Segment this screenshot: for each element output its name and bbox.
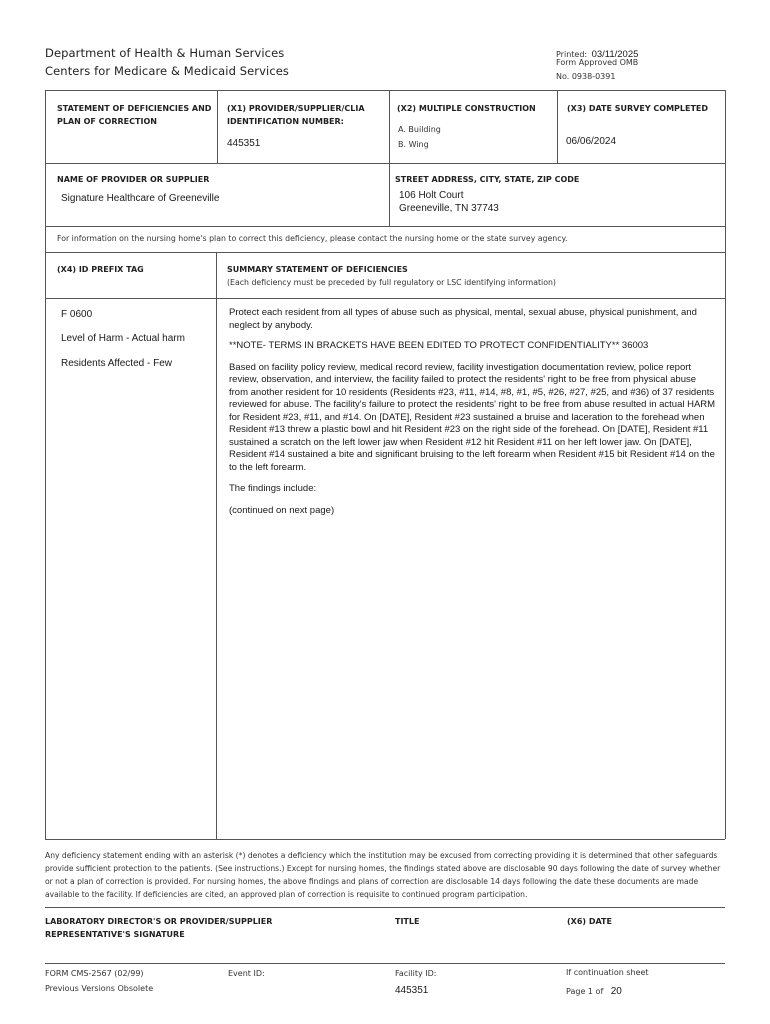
deficiency-paragraph: Protect each resident from all types of abuse such as physical, mental, sexual abuse, physical punishment, and neglect by anybody. — [229, 307, 697, 331]
correction-info-note: For information on the nursing home's plan to correct this deficiency, please contact the nursing home or the state survey agency. — [57, 234, 568, 243]
row-rule — [45, 163, 725, 164]
event-id-label: Event ID: — [228, 969, 265, 978]
provider-name-value: Signature Healthcare of Greeneville — [61, 193, 220, 204]
disclaimer-text: Any deficiency statement ending with an asterisk (*) denotes a deficiency which the institution may be excused from correcting providing it is determined that other safeguards provide sufficient protection to the patients. (See instructions.) Except for nursing homes, the findings stated above are disclosable 90 days following the date of survey whether or not a plan of correction is provided. For nursing homes, the above findings and plans of correction are disclosable 14 days following the date these documents are made available to the facility. If deficiencies are cited, an approved plan of correction is requisite to continued program participation. — [45, 851, 721, 899]
form-right-rule — [725, 90, 726, 839]
address-line-2: Greeneville, TN 37743 — [399, 203, 499, 214]
survey-date-label: (X3) DATE SURVEY COMPLETED — [567, 104, 709, 113]
row-rule — [45, 252, 725, 253]
divider — [389, 90, 390, 163]
form-approved-label: Form Approved OMB — [556, 58, 639, 67]
deficiency-paragraph: **NOTE- TERMS IN BRACKETS HAVE BEEN EDITED TO PROTECT CONFIDENTIALITY** 36003 — [229, 340, 649, 351]
printed-label: Printed: — [556, 50, 588, 59]
date-label: (X6) DATE — [567, 917, 612, 926]
omb-number: No. 0938-0391 — [556, 72, 616, 81]
divider — [217, 90, 218, 163]
signature-bottom-rule — [45, 963, 725, 964]
provider-name-label: NAME OF PROVIDER OR SUPPLIER — [57, 175, 210, 184]
continuation-sheet-label: If continuation sheet — [566, 968, 649, 977]
multiple-construction-label: (X2) MULTIPLE CONSTRUCTION — [397, 104, 536, 113]
form-top-rule — [45, 90, 725, 91]
form-bottom-rule — [45, 839, 725, 840]
signature-label: LABORATORY DIRECTOR'S OR PROVIDER/SUPPLIER REPRESENTATIVE'S SIGNATURE — [45, 917, 273, 939]
harm-level: Level of Harm - Actual harm — [61, 333, 185, 344]
wing-label: B. Wing — [398, 140, 429, 149]
row-rule — [45, 298, 725, 299]
continuation-note: (continued on next page) — [229, 504, 335, 516]
survey-date-value: 06/06/2024 — [566, 136, 617, 147]
facility-id-label: Facility ID: — [395, 969, 437, 978]
title-label: TITLE — [395, 917, 420, 926]
residents-affected: Residents Affected - Few — [61, 358, 172, 369]
signature-top-rule — [45, 907, 725, 908]
deficiency-tag: F 0600 — [61, 309, 93, 320]
previous-versions-note: Previous Versions Obsolete — [45, 984, 154, 993]
form-left-rule — [45, 90, 46, 839]
street-address-label: STREET ADDRESS, CITY, STATE, ZIP CODE — [395, 175, 580, 184]
form-number: FORM CMS-2567 (02/99) — [45, 969, 144, 978]
deficiency-paragraph: The findings include: — [229, 483, 317, 494]
page-label: Page 1 of — [566, 987, 604, 996]
divider — [557, 90, 558, 163]
statement-of-deficiencies-label: STATEMENT OF DEFICIENCIES AND PLAN OF CORRECTION — [57, 104, 212, 126]
provider-id-value: 445351 — [227, 138, 261, 149]
agency-name: Department of Health & Human Services — [45, 46, 285, 60]
address-line-1: 106 Holt Court — [399, 190, 464, 201]
facility-id-value: 445351 — [395, 985, 429, 996]
deficiency-text — [229, 307, 716, 517]
divider — [389, 163, 390, 226]
building-label: A. Building — [398, 125, 441, 134]
summary-statement-sublabel: (Each deficiency must be preceded by full regulatory or LSC identifying information) — [227, 278, 556, 287]
summary-statement-label: SUMMARY STATEMENT OF DEFICIENCIES — [227, 265, 408, 274]
printed-date: 03/11/2025 — [591, 49, 639, 60]
divider — [216, 252, 217, 839]
provider-id-label: (X1) PROVIDER/SUPPLIER/CLIA IDENTIFICATION NUMBER: — [227, 104, 365, 126]
id-prefix-tag-label: (X4) ID PREFIX TAG — [57, 265, 144, 274]
page-indicator — [566, 981, 622, 999]
agency-subname: Centers for Medicare & Medicaid Services — [45, 64, 290, 78]
deficiency-paragraph: Based on facility policy review, medical record review, facility investigation documentation review, police report review, observation, and interview, the facility failed to protect the residents' right to be free from physical abuse from another resident for 10 residents (Residents #23, #11, #14, #8, #1, #5, #26, #27, #25, and #36) of 37 residents reviewed for abuse. The facility's failure to protect the residents' right to be free from abuse resulted in actual HARM for Resident #23, #11, and #14. On [DATE], Resident #23 sustained a bruise and laceration to the forehead when Resident #13 threw a plastic bowl and hit Resident #23 on the right side of the forehead. On [DATE], Resident #11 sustained a scratch on the left lower jaw when Resident #12 hit Resident #11 on her left lower jaw. On [DATE], Resident #14 sustained a bite and significant bruising to the left forearm when Resident #15 bit Resident #14 on the to the left forearm. — [229, 361, 716, 473]
row-rule — [45, 226, 725, 227]
page-total: 20 — [610, 986, 622, 997]
